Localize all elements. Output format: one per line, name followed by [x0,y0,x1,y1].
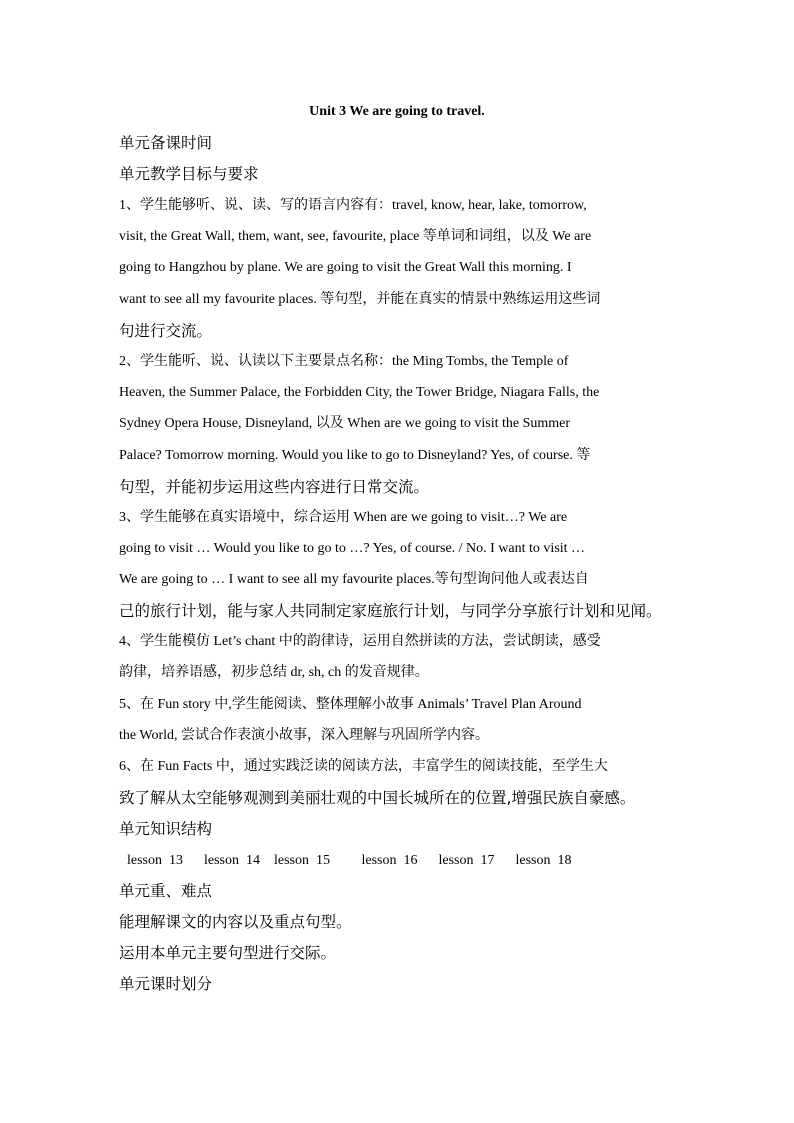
heading-teaching-goals: 单元教学目标与要求 [119,165,259,183]
document-page [119,0,679,1123]
document-title: Unit 3 We are going to travel. [309,104,485,119]
lesson-list [127,851,572,871]
goal-1-line-3: going to Hangzhou by plane. We are going to visit the Great Wall this morning. I [119,260,572,275]
goal-1-line-2: visit, the Great Wall, them, want, see, favourite, place 等单词和词组，以及 We are [119,229,592,244]
lesson-item: lesson 16 [361,853,418,868]
goal-1-line-5: 句进行交流。 [119,322,213,340]
goal-2-line-5: 句型，并能初步运用这些内容进行日常交流。 [119,478,430,496]
key-point-1: 能理解课文的内容以及重点句型。 [119,913,352,931]
lesson-item: lesson 14 [204,853,260,868]
goal-2-line-3: Sydney Opera House, Disneyland, 以及 When are we going to visit the Summer [119,416,571,431]
goal-6-line-1: 6、在 Fun Facts 中，通过实践泛读的阅读方法，丰富学生的阅读技能，至学生大 [119,759,608,774]
heading-lesson-division: 单元课时划分 [119,975,213,993]
heading-knowledge-structure: 单元知识结构 [119,820,213,838]
key-point-2: 运用本单元主要句型进行交际。 [119,944,337,962]
goal-5-line-1: 5、在 Fun story 中,学生能阅读、整体理解小故事 Animals’ Travel Plan Around [119,697,582,712]
goal-5-line-2: the World, 尝试合作表演小故事，深入理解与巩固所学内容。 [119,728,489,743]
goal-2-line-4: Palace? Tomorrow morning. Would you like to go to Disneyland? Yes, of course. 等 [119,448,591,463]
goal-1-line-1: 1、学生能够听、说、读、写的语言内容有：travel, know, hear, lake, tomorrow, [119,198,587,213]
heading-prep-time: 单元备课时间 [119,134,213,152]
lesson-item: lesson 13 [127,853,183,868]
goal-2-line-1: 2、学生能听、说、认读以下主要景点名称：the Ming Tombs, the Temple of [119,354,569,369]
lesson-item: lesson 17 [438,853,495,868]
goal-3-line-1: 3、学生能够在真实语境中，综合运用 When are we going to visit…? We are [119,510,568,525]
goal-3-line-3: We are going to … I want to see all my favourite places.等句型询问他人或表达自 [119,572,589,587]
lesson-item: lesson 15 [274,853,330,868]
lesson-item: lesson 18 [515,853,572,868]
goal-4-line-1: 4、学生能模仿 Let’s chant 中的韵律诗，运用自然拼读的方法，尝试朗读，感受 [119,634,601,649]
goal-3-line-4: 己的旅行计划，能与家人共同制定家庭旅行计划，与同学分享旅行计划和见闻。 [119,602,662,620]
goal-4-line-2: 韵律，培养语感，初步总结 dr, sh, ch 的发音规律。 [119,665,429,680]
heading-key-difficult-points: 单元重、难点 [119,882,213,900]
goal-2-line-2: Heaven, the Summer Palace, the Forbidden City, the Tower Bridge, Niagara Falls, the [119,385,600,400]
goal-1-line-4: want to see all my favourite places. 等句型，并能在真实的情景中熟练运用这些词 [119,292,601,307]
goal-6-line-2: 致了解从太空能够观测到美丽壮观的中国长城所在的位置,增强民族自豪感。 [119,789,636,807]
goal-3-line-2: going to visit … Would you like to go to …? Yes, of course. / No. I want to visit … [119,541,586,556]
